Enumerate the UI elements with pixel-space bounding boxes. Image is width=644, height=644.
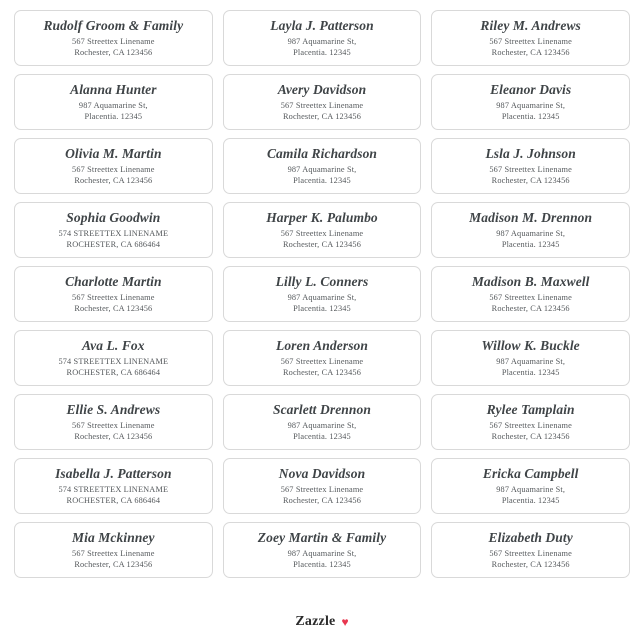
address-line-2: Placentia. 12345 [293,48,351,58]
address-line-2: Rochester, CA 123456 [282,240,361,250]
address-line-2: Rochester, CA 123456 [491,304,570,314]
address-label [431,74,630,130]
address-line-1: 987 Aquamarine St, [287,420,357,430]
recipient-name: Elizabeth Duty [488,529,573,545]
address-line-2: Placentia. 12345 [293,304,351,314]
recipient-name: Rylee Tamplain [486,401,575,417]
address-line-1: 987 Aquamarine St, [496,100,566,110]
address-line-1: 567 Streettex Linename [489,164,572,174]
address-line-2: Rochester, CA 123456 [282,496,361,506]
address-line-2: Placentia. 12345 [501,368,560,378]
address-label [431,330,630,386]
address-line-1: 567 Streettex Linename [280,356,364,366]
address-label [14,10,213,66]
address-line-1: 987 Aquamarine St, [78,100,148,110]
address-line-1: 987 Aquamarine St, [496,484,566,494]
address-label [431,266,630,322]
recipient-name: Sophia Goodwin [66,209,161,225]
recipient-name: Alanna Hunter [70,81,157,97]
address-line-1: 574 STREETTEX LINENAME [58,356,169,366]
address-label [431,138,630,194]
address-line-1: 574 STREETTEX LINENAME [58,484,169,494]
address-line-1: 567 Streettex Linename [72,36,155,46]
recipient-name: Avery Davidson [277,81,367,97]
address-label [431,10,630,66]
address-label [14,458,213,514]
address-label [223,522,422,578]
address-label [223,202,422,258]
address-label-grid [14,10,630,578]
address-line-2: Rochester, CA 123456 [74,432,153,442]
address-label [431,202,630,258]
address-label [223,394,422,450]
address-line-1: 567 Streettex Linename [489,420,572,430]
address-line-1: 987 Aquamarine St, [287,164,357,174]
footer [14,600,630,644]
address-line-2: Placentia. 12345 [293,560,351,570]
recipient-name: Lsla J. Johnson [485,145,576,161]
address-label [431,522,630,578]
address-line-2: Rochester, CA 123456 [282,368,361,378]
address-line-2: Placentia. 12345 [501,496,560,506]
address-line-2: Rochester, CA 123456 [491,48,570,58]
recipient-name: Mia Mckinney [72,529,155,545]
address-line-2: Rochester, CA 123456 [74,304,153,314]
address-label [431,394,630,450]
address-label [14,522,213,578]
recipient-name: Camila Richardson [266,145,378,161]
address-label [14,394,213,450]
address-line-2: Rochester, CA 123456 [74,176,153,186]
recipient-name: Madison B. Maxwell [471,273,590,289]
address-label [14,202,213,258]
address-line-2: Rochester, CA 123456 [282,112,361,122]
address-label [14,330,213,386]
address-line-2: Placentia. 12345 [84,112,143,122]
address-line-1: 987 Aquamarine St, [287,548,357,558]
recipient-name: Eleanor Davis [490,81,572,97]
recipient-name: Scarlett Drennon [272,401,371,417]
address-line-1: 567 Streettex Linename [489,36,572,46]
address-line-1: 574 STREETTEX LINENAME [58,228,169,238]
address-label [223,458,422,514]
address-line-1: 567 Streettex Linename [72,548,155,558]
address-line-1: 987 Aquamarine St, [287,292,357,302]
address-line-2: Rochester, CA 123456 [491,432,570,442]
recipient-name: Charlotte Martin [65,273,162,289]
heart-icon: ♥ [341,615,349,629]
address-label [431,458,630,514]
address-line-2: Rochester, CA 123456 [74,560,153,570]
address-line-1: 987 Aquamarine St, [287,36,357,46]
address-label [14,266,213,322]
address-line-1: 567 Streettex Linename [280,100,364,110]
address-label [223,266,422,322]
address-line-1: 567 Streettex Linename [280,484,364,494]
address-line-2: ROCHESTER, CA 686464 [66,496,161,506]
zazzle-brand-label: Zazzle [295,614,336,629]
address-line-1: 987 Aquamarine St, [496,228,566,238]
recipient-name: Loren Anderson [275,337,369,353]
address-line-2: Placentia. 12345 [293,432,351,442]
recipient-name: Ellie S. Andrews [66,401,161,417]
address-line-2: ROCHESTER, CA 686464 [66,368,161,378]
address-line-2: Rochester, CA 123456 [491,560,570,570]
address-line-2: Rochester, CA 123456 [491,176,570,186]
recipient-name: Zoey Martin & Family [257,529,387,545]
address-label [14,138,213,194]
address-line-1: 567 Streettex Linename [72,292,155,302]
address-line-1: 987 Aquamarine St, [496,356,566,366]
recipient-name: Willow K. Buckle [481,337,580,353]
address-line-1: 567 Streettex Linename [72,420,155,430]
recipient-name: Madison M. Drennon [469,209,593,225]
address-label [223,138,422,194]
recipient-name: Lilly L. Conners [275,273,369,289]
address-line-1: 567 Streettex Linename [489,548,572,558]
recipient-name: Ava L. Fox [82,337,145,353]
address-label [223,10,422,66]
recipient-name: Isabella J. Patterson [55,465,172,481]
recipient-name: Harper K. Palumbo [266,209,378,225]
address-line-2: ROCHESTER, CA 686464 [66,240,161,250]
recipient-name: Ericka Campbell [482,465,579,481]
recipient-name: Rudolf Groom & Family [43,17,184,33]
address-line-1: 567 Streettex Linename [72,164,155,174]
recipient-name: Layla J. Patterson [270,17,374,33]
address-line-2: Rochester, CA 123456 [74,48,153,58]
recipient-name: Riley M. Andrews [480,17,581,33]
address-line-2: Placentia. 12345 [501,112,560,122]
recipient-name: Nova Davidson [278,465,366,481]
recipient-name: Olivia M. Martin [65,145,162,161]
address-label [223,330,422,386]
address-line-2: Placentia. 12345 [501,240,560,250]
address-line-1: 567 Streettex Linename [280,228,364,238]
address-line-1: 567 Streettex Linename [489,292,572,302]
address-label [223,74,422,130]
address-label [14,74,213,130]
address-line-2: Placentia. 12345 [293,176,351,186]
